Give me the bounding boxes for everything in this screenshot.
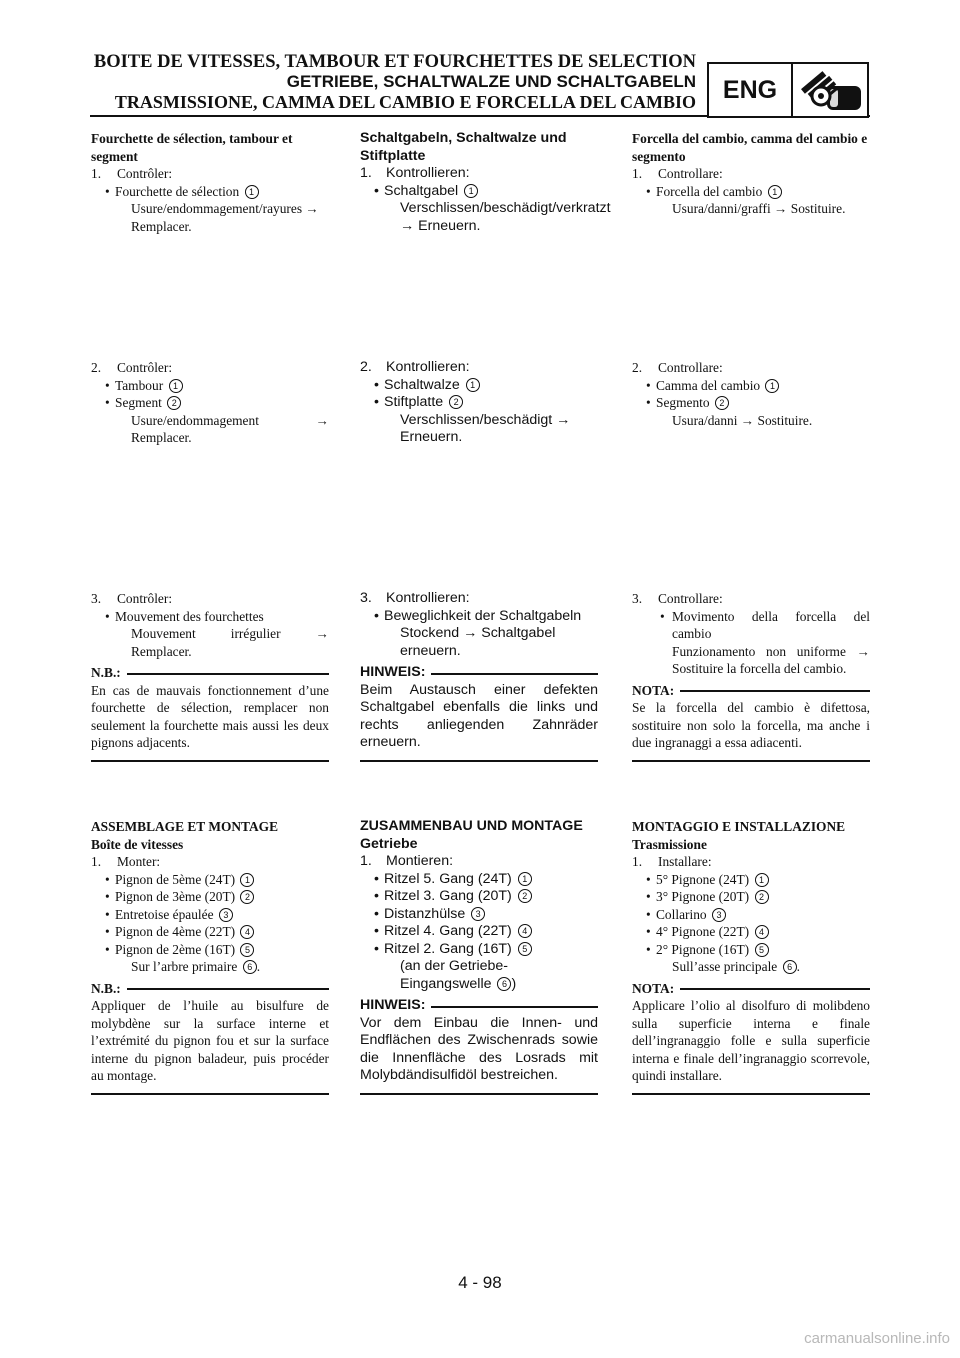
callout-marker: 3 <box>219 908 233 922</box>
callout-marker: 2 <box>755 890 769 904</box>
callout-marker: 1 <box>765 379 779 393</box>
fr-s1-title: Fourchette de sélection, tambour et segment <box>91 131 293 164</box>
de-note-1: HINWEIS: Beim Austausch einer defekten Schaltgabel ebenfalls die links und rechts anliegenden Zahnräder erneuern. <box>360 664 598 762</box>
fr-section-2: 2. Contrôler: • Tambour 1 • Segment 2 Usure/endommagement → Remplacer. <box>91 360 329 445</box>
page-number: 4 - 98 <box>458 1273 502 1292</box>
de-section-2: 2. Kontrollieren: • Schaltwalze 1 • Stiftplatte 2 Verschlissen/beschädigt → Erneuern. <box>360 359 571 445</box>
it-section-2: 2. Controllare: • Camma del cambio 1 • Segmento 2 Usura/danni → Sostituire. <box>632 360 813 428</box>
gear-wrench-icon <box>797 66 865 114</box>
callout-marker: 6 <box>243 960 257 974</box>
callout-marker: 5 <box>755 943 769 957</box>
callout-marker: 1 <box>755 873 769 887</box>
callout-marker: 4 <box>240 925 254 939</box>
callout-marker: 6 <box>783 960 797 974</box>
callout-marker: 1 <box>169 379 183 393</box>
fr-note-1: N.B.: En cas de mauvais fonctionnement d’une fourchette de sélection, remplacer non seulement la fourchette mais aussi les deux pignons adjacents. <box>91 664 329 762</box>
callout-marker: 2 <box>518 889 532 903</box>
it-note-2: NOTA: Applicare l’olio al disolfuro di molibdeno sulla superficie interna e finale dell’ingranaggio folle e sulla superficie interna e finale dell’ingranaggio scorrevole, quindi installare. <box>632 980 870 1095</box>
it-note-1: NOTA: Se la forcella del cambio è difettosa, sostituire non solo la forcella, ma anche i due ingranaggi a essa adiacenti. <box>632 682 870 762</box>
callout-marker: 5 <box>518 942 532 956</box>
callout-marker: 1 <box>518 872 532 886</box>
header-title-it: TRASMISSIONE, CAMMA DEL CAMBIO E FORCELLA DEL CAMBIO <box>114 92 696 112</box>
header-title-de: GETRIEBE, SCHALTWALZE UND SCHALTGABELN <box>286 72 696 91</box>
callout-marker: 2 <box>167 396 181 410</box>
callout-marker: 6 <box>497 977 511 991</box>
eng-label: ENG <box>709 64 793 116</box>
it-section-3: 3. Controllare: • Movimento della forcella del cambio Funzionamento non uniforme → Sostituire la forcella del cambio. NOTA: Se la forcella del cambio è difettosa, sostituire non solo la forcella, ma anche i due ingranaggi a essa adiacenti. <box>632 590 870 762</box>
section-badge <box>707 62 869 118</box>
it-section-4: MONTAGGIO E INSTALLAZIONE Trasmissione 1. Installare: • 5° Pignone (24T) 1 • 3° Pignone (20T) 2 • Collarino 3 • 4° Pignone (22T) 4 • 2° Pignone (16T) 5 Sull’asse principale 6 . NOTA: Applicare l’olio al disolfuro di molibdeno sulla superficie interna e finale dell’ingranaggio folle e sulla superficie interna e finale dell’ingranaggio scorrevole, quindi installare. <box>632 818 870 1095</box>
fr-s1-item: • Fourchette de sélection 1 <box>91 183 329 201</box>
header-title-fr: BOITE DE VITESSES, TAMBOUR ET FOURCHETTES DE SELECTION <box>93 52 696 72</box>
fr-note-2: N.B.: Appliquer de l’huile au bisulfure de molybdène sur la surface interne et l’extrémité du pignon fou et sur la surface interne du pignon baladeur, puis procéder au montage. <box>91 980 329 1095</box>
callout-marker: 5 <box>240 943 254 957</box>
callout-marker: 3 <box>471 907 485 921</box>
de-section-1: Schaltgabeln, Schaltwalze und Stiftplatte 1. Kontrollieren: • Schaltgabel 1 Verschlissen/beschädigt/verkratzt → Erneuern. <box>360 130 611 234</box>
callout-marker: 1 <box>464 184 478 198</box>
de-note-2: HINWEIS: Vor dem Einbau die Innen- und Endflächen des Zwischenrads sowie die Innenfläche des Losrads mit Molybdändisulfidöl bestreichen. <box>360 997 598 1095</box>
it-section-1: Forcella del cambio, camma del cambio e segmento 1. Controllare: • Forcella del cambio 1 Usura/danni/graffi → Sostituire. <box>632 131 868 216</box>
watermark: carmanualsonline.info <box>804 1330 950 1347</box>
callout-marker: 4 <box>518 924 532 938</box>
callout-marker: 1 <box>466 378 480 392</box>
callout-marker: 2 <box>715 396 729 410</box>
callout-marker: 1 <box>245 185 259 199</box>
callout-marker: 2 <box>449 395 463 409</box>
callout-marker: 3 <box>712 908 726 922</box>
fr-section-4: ASSEMBLAGE ET MONTAGE Boîte de vitesses 1. Monter: • Pignon de 5ème (24T) 1 • Pignon de 3ème (20T) 2 • Entretoise épaulée 3 • Pignon de 4ème (22T) 4 • Pignon de 2ème (16T) 5 Sur l’arbre primaire 6 . N.B.: Appliquer de l’huile au bisulfure de molybdène sur la surface interne et l’extrémité du pignon fou et sur la surface interne du pignon baladeur, puis procéder au montage. <box>91 818 329 1095</box>
callout-marker: 1 <box>240 873 254 887</box>
de-section-4: ZUSAMMENBAU UND MONTAGE Getriebe 1. Montieren: • Ritzel 5. Gang (24T) 1 • Ritzel 3. Gang (20T) 2 • Distanzhülse 3 • Ritzel 4. Gang (22T) 4 • Ritzel 2. Gang (16T) 5 (an der Getriebe-Eingangswelle 6 ) HINWEIS: Vor dem Einbau die Innen- und Endflächen des Zwischenrads sowie die Innenfläche des Losrads mit Molybdändisulfidöl bestreichen. <box>360 818 598 1095</box>
callout-marker: 2 <box>240 890 254 904</box>
callout-marker: 4 <box>755 925 769 939</box>
callout-marker: 1 <box>768 185 782 199</box>
de-section-3: 3. Kontrollieren: • Beweglichkeit der Schaltgabeln Stockend → Schaltgabel erneuern. HINWEIS: Beim Austausch einer defekten Schaltgabel ebenfalls die links und rechts anliegenden Zahnräder erneuern. <box>360 590 598 762</box>
fr-section-1: Fourchette de sélection, tambour et segment 1. Contrôler: • Fourchette de sélection 1 Usure/endommagement/rayures → Remplacer. <box>91 130 329 235</box>
fr-section-3: 3. Contrôler: • Mouvement des fourchettes Mouvement irrégulier → Remplacer. N.B.: En cas de mauvais fonctionnement d’une fourchette de sélection, remplacer non seulement la fourchette mais aussi les deux pignons adjacents. <box>91 590 329 762</box>
page-header <box>90 52 696 112</box>
